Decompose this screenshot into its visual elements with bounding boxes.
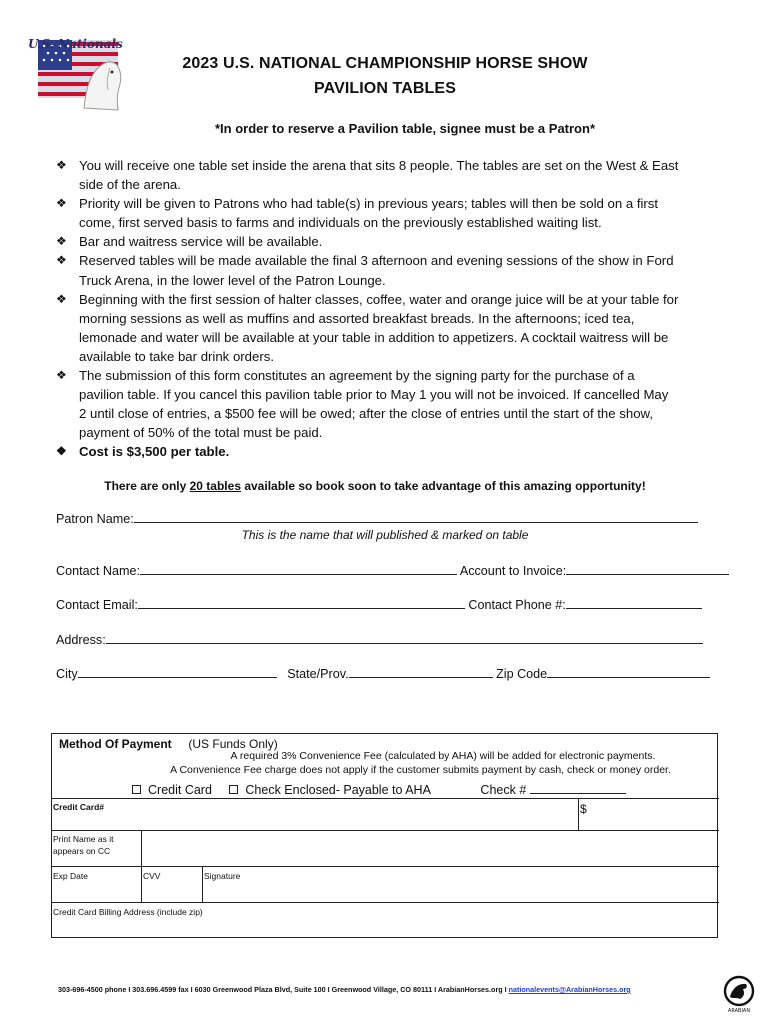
bullet-line: Beginning with the first session of halter classes, coffee, water and orange juice will be at your table for [79,291,679,307]
contact-phone-field[interactable]: Contact Phone #: [468,598,701,612]
page-subtitle-title: PAVILION TABLES [314,80,456,97]
exp-date-field[interactable]: Exp Date [53,871,88,881]
bullet-item [56,366,718,442]
checkbox-icon [132,785,141,794]
contact-email-row [56,597,702,612]
contact-name-row [56,563,729,578]
convenience-fee-exception-note: A Convenience Fee charge does not apply if the customer submits payment by cash, check or money order. [170,764,671,776]
availability-notice: There are only 20 tables available so book soon to take advantage of this amazing opportunity! [104,479,646,493]
bullet-line: You will receive one table set inside the arena that sits 8 people. The tables are set on the West & East [79,158,679,173]
bullet-line: Reserved tables will be made available the final 3 afternoon and evening sessions of the show in Ford [79,253,674,269]
city-state-zip-row [56,666,710,681]
diamond-bullet-icon: ❖ [56,444,67,459]
bullet-item [56,156,718,194]
bullet-item [56,290,718,366]
zip-field[interactable]: Zip Code [496,667,710,681]
us-nationals-logo [24,28,136,120]
bullet-item [56,232,718,251]
patron-name-note: This is the name that will published & marked on table [241,528,529,542]
account-invoice-field[interactable]: Account to Invoice: [460,564,729,578]
print-name-field[interactable]: Print Name as it appears on CC [52,830,719,866]
checkbox-icon [229,785,238,794]
credit-card-number-field[interactable]: Credit Card# $ [52,798,719,830]
bullet-item [56,251,718,289]
patron-name-field[interactable]: Patron Name: [56,511,698,526]
bullet-line: payment of 50% of the total must be paid. [79,425,323,441]
patron-requirement-note: *In order to reserve a Pavilion table, signee must be a Patron* [214,121,595,136]
bullet-line: Bar and waitress service will be available. [79,234,323,250]
diamond-bullet-icon: ❖ [56,158,67,172]
convenience-fee-note: A required 3% Convenience Fee (calculated by AHA) will be added for electronic payments. [230,750,656,762]
city-field[interactable]: City [56,667,277,681]
bullet-line: pavilion table. If you cancel this pavilion table prior to May 1 you will not be invoiced. If cancelled May [79,387,669,403]
payment-section [51,733,718,938]
bullet-line: The submission of this form constitutes an agreement by the signing party for the purchase of a [79,368,635,384]
payment-options [132,782,626,797]
diamond-bullet-icon: ❖ [56,368,67,383]
bullet-line: 2 until close of entries, a $500 fee will be owed; after the close of entries until the start of the show, [79,406,653,422]
page-title: 2023 U.S. NATIONAL CHAMPIONSHIP HORSE SHOW [182,55,588,72]
contact-name-field[interactable]: Contact Name: [56,564,457,578]
info-bullet-list [56,156,718,462]
payment-heading: Method Of Payment (US Funds Only) [59,737,278,751]
credit-card-checkbox[interactable]: Credit Card [132,783,212,797]
logo-text: U.S. Nationals [28,37,123,51]
check-number-field[interactable]: Check # [480,782,625,797]
address-field[interactable]: Address: [56,632,703,647]
diamond-bullet-icon: ❖ [56,253,67,268]
card-details-row [52,866,719,902]
bullet-line: available to take bar drink orders. [79,348,274,364]
bullet-line: come, first served basis to farms and individuals on the previously established waiting list. [79,215,602,231]
diamond-bullet-icon: ❖ [56,196,67,211]
bullet-line: Priority will be given to Patrons who had table(s) in previous years; tables will then be sold on a first [79,196,659,212]
contact-email-field[interactable]: Contact Email: [56,598,465,612]
bullet-line: morning sessions as well as muffins and assorted breakfast breads. In the afternoons; iced tea, [79,310,635,326]
diamond-bullet-icon: ❖ [56,291,67,306]
svg-text:ARABIAN: ARABIAN [727,1008,751,1014]
aha-logo [722,975,756,1015]
check-enclosed-checkbox[interactable]: Check Enclosed- Payable to AHA [229,783,431,797]
bullet-item [56,194,718,232]
bullet-line: Cost is $3,500 per table. [79,444,230,460]
bullet-item [56,442,718,461]
diamond-bullet-icon: ❖ [56,234,67,249]
email-link[interactable]: nationalevents@ArabianHorses.org [508,985,631,994]
footer-contact: 303-696-4500 phone I 303.696.4599 fax I 6030 Greenwood Plaza Blvd, Suite 100 I Greenwood Village, CO 80111 I ArabianHorses.org I nationalevents@ArabianHorses.org [58,985,631,994]
dollar-sign: $ [580,802,587,816]
billing-address-field[interactable]: Credit Card Billing Address (include zip) [52,902,719,938]
signature-field[interactable]: Signature [204,871,241,881]
cvv-field[interactable]: CVV [143,871,161,881]
bullet-line: Truck Arena, in the lower level of the Patron Lounge. [79,272,386,288]
state-field[interactable]: State/Prov. [280,667,492,681]
bullet-line: side of the arena. [79,177,181,193]
tables-count: 20 tables [189,479,241,493]
bullet-line: lemonade and water will be available at your table in addition to appetizers. A cocktail waitress will be [79,329,669,345]
